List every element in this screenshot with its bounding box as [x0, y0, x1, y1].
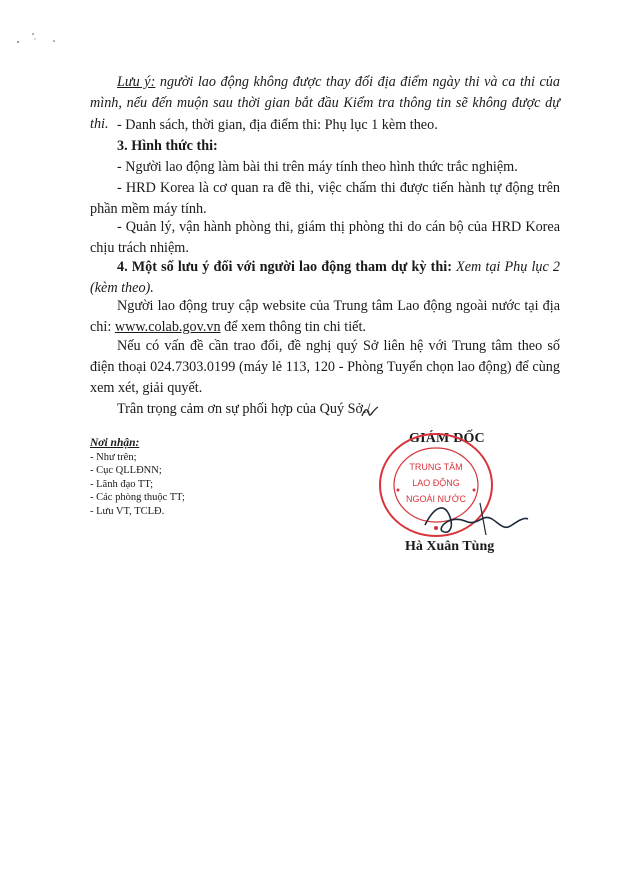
recipient-item: - Cục QLLĐNN;: [90, 465, 162, 477]
closing-paragraph: Trân trọng cảm ơn sự phối hợp của Quý Sở./: [117, 401, 371, 417]
section3-item-3: - Quản lý, vận hành phòng thi, giám thị phòng thi do cán bộ của HRD Korea chịu trách nhiệm.: [90, 219, 560, 256]
website-paragraph: [90, 296, 560, 338]
note-text: người lao động không được thay đổi địa điểm ngày thi và ca thi của mình, nếu đến muộn sau thời gian bắt đầu Kiểm tra thông tin sẽ không được dự thi.: [90, 74, 560, 132]
seal-line-3: NGOÀI NƯỚC: [406, 494, 466, 504]
recipients-block: [90, 437, 320, 519]
recipient-item: - Lưu VT, TCLĐ.: [90, 505, 165, 517]
seal-line-2: LAO ĐỘNG: [412, 478, 460, 488]
note-label: Lưu ý:: [117, 74, 156, 90]
signer-title: GIÁM ĐỐC: [409, 431, 485, 446]
section4-paragraph: [90, 257, 560, 299]
section3-item-2: - HRD Korea là cơ quan ra đề thi, việc chấm thi được tiến hành tự động trên phần mềm máy tính.: [90, 180, 560, 217]
section3-heading: 3. Hình thức thi:: [117, 138, 218, 154]
section4-heading: 4. Một số lưu ý đối với người lao động tham dự kỳ thi:: [117, 259, 452, 275]
initial-mark: [360, 404, 380, 420]
section3-item-1: - Người lao động làm bài thi trên máy tính theo hình thức trắc nghiệm.: [117, 159, 518, 175]
section4-ref: Xem tại Phụ lục 2 (kèm theo).: [90, 259, 561, 296]
schedule-line: - Danh sách, thời gian, địa điểm thi: Phụ lục 1 kèm theo.: [117, 117, 438, 133]
handwritten-signature: [420, 495, 530, 540]
website-before: Người lao động truy cập website của Trung tâm Lao động ngoài nước tại địa chỉ:: [90, 298, 560, 335]
website-link[interactable]: www.colab.gov.vn: [114, 319, 221, 335]
scan-specks: [15, 30, 65, 50]
recipient-item: - Các phòng thuộc TT;: [90, 492, 185, 504]
recipient-item: - Lãnh đạo TT;: [90, 478, 154, 490]
website-after: để xem thông tin chi tiết.: [220, 319, 366, 335]
recipients-title: Nơi nhận:: [90, 437, 140, 449]
seal-line-1: TRUNG TÂM: [409, 462, 463, 472]
recipient-item: - Như trên;: [90, 451, 137, 463]
signer-name: Hà Xuân Tùng: [405, 539, 495, 554]
contact-paragraph: Nếu có vấn đề cần trao đổi, đề nghị quý Sở liên hệ với Trung tâm theo số điện thoại 024.7303.0199 (máy lẻ 113, 120 - Phòng Tuyển chọn lao động) để cùng xem xét, giải quyết.: [90, 338, 560, 396]
